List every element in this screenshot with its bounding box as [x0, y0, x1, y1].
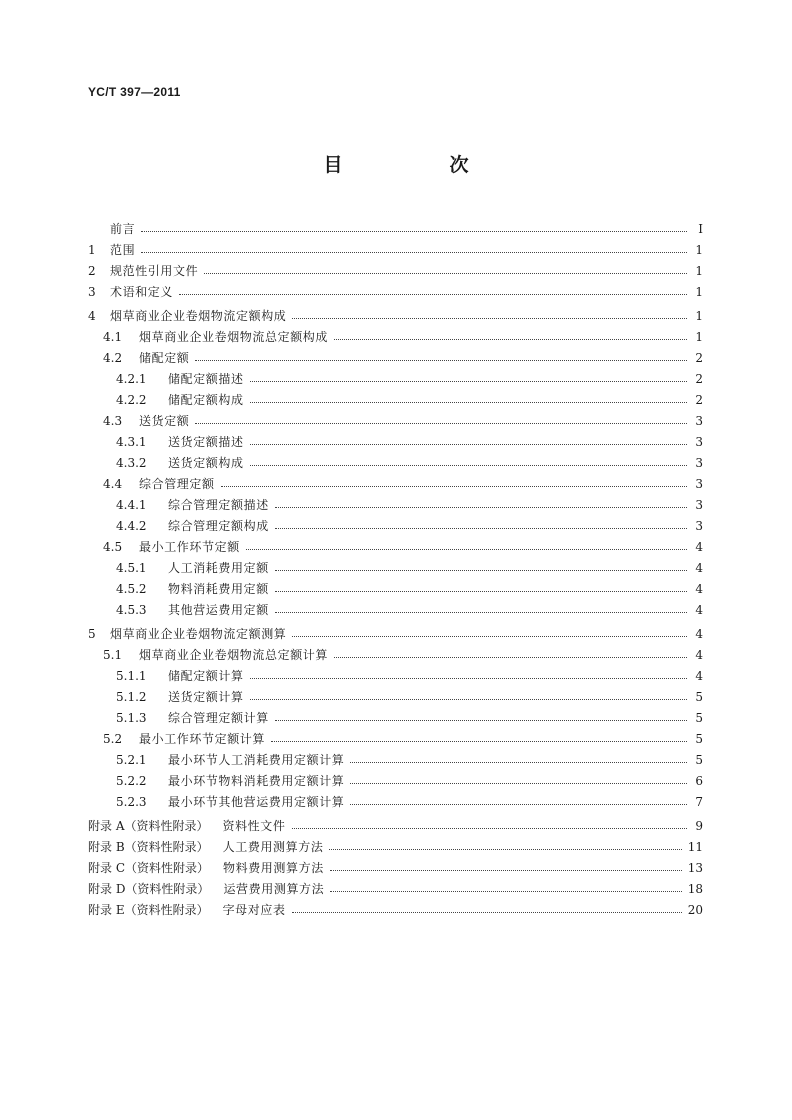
- toc-entry-page: 3: [695, 519, 703, 533]
- toc-entry-number: 4: [88, 309, 96, 323]
- toc-entry-title: 运营费用测算方法: [223, 882, 325, 896]
- toc-leader-dots: [246, 549, 687, 550]
- toc-entry-number: 4.5.2: [116, 582, 147, 596]
- toc-entry[interactable]: [88, 812, 703, 833]
- toc-entry[interactable]: [88, 746, 703, 767]
- toc-entry[interactable]: [88, 302, 703, 323]
- toc-entry[interactable]: [88, 767, 703, 788]
- table-of-contents: [88, 215, 703, 917]
- toc-leader-dots: [334, 657, 687, 658]
- toc-leader-dots: [292, 636, 687, 637]
- toc-leader-dots: [275, 720, 687, 721]
- toc-entry-title: 其他营运费用定额: [168, 603, 269, 617]
- toc-entry-page: 18: [687, 882, 703, 896]
- toc-entry-title: 物料费用测算方法: [223, 861, 324, 875]
- toc-entry[interactable]: [88, 386, 703, 407]
- toc-leader-dots: [330, 891, 681, 892]
- toc-entry-number: 5.2.3: [116, 795, 147, 809]
- toc-entry-number: 4.1: [103, 330, 123, 344]
- toc-entry-title: 最小环节物料消耗费用定额计算: [168, 774, 345, 788]
- toc-entry-number: 5.1.2: [116, 690, 147, 704]
- toc-entry-number: 2: [88, 264, 96, 278]
- toc-entry-title: 物料消耗费用定额: [168, 582, 269, 596]
- toc-entry[interactable]: [88, 236, 703, 257]
- toc-entry-number: 4.5.3: [116, 603, 147, 617]
- toc-entry-page: 4: [695, 669, 703, 683]
- toc-leader-dots: [250, 465, 687, 466]
- toc-entry-number: 4.4.2: [116, 519, 147, 533]
- toc-entry-number: 附录 A（资料性附录）: [88, 819, 209, 833]
- toc-entry-page: 20: [687, 903, 703, 917]
- toc-entry-number: 5.2.2: [116, 774, 147, 788]
- toc-leader-dots: [334, 339, 687, 340]
- toc-leader-dots: [292, 912, 682, 913]
- toc-entry-page: 2: [695, 372, 703, 386]
- toc-entry[interactable]: [88, 344, 703, 365]
- toc-entry-title: 字母对应表: [222, 903, 286, 917]
- toc-entry-title: 最小环节人工消耗费用定额计算: [168, 753, 345, 767]
- toc-entry-page: I: [698, 222, 703, 236]
- toc-entry-page: 2: [695, 393, 703, 407]
- toc-entry[interactable]: [88, 641, 703, 662]
- toc-entry-number: 5.2: [103, 732, 123, 746]
- toc-leader-dots: [271, 741, 687, 742]
- toc-entry-title: 综合管理定额描述: [168, 498, 269, 512]
- toc-entry-number: 5.1: [103, 648, 123, 662]
- toc-entry[interactable]: [88, 533, 703, 554]
- toc-entry[interactable]: [88, 704, 703, 725]
- toc-entry-title: 术语和定义: [110, 285, 174, 299]
- toc-entry[interactable]: [88, 428, 703, 449]
- toc-entry-number: 4.2.1: [116, 372, 147, 386]
- toc-entry[interactable]: [88, 470, 703, 491]
- toc-entry[interactable]: [88, 620, 703, 641]
- toc-entry-page: 3: [695, 498, 703, 512]
- toc-entry-title: 送货定额计算: [168, 690, 244, 704]
- toc-entry-page: 13: [687, 861, 703, 875]
- toc-entry-title: 综合管理定额: [139, 477, 215, 491]
- toc-entry-title: 范围: [110, 243, 136, 257]
- toc-entry-number: 4.3.2: [116, 456, 147, 470]
- toc-entry-title: 最小工作环节定额计算: [139, 732, 266, 746]
- toc-entry[interactable]: [88, 725, 703, 746]
- toc-entry[interactable]: [88, 257, 703, 278]
- toc-leader-dots: [179, 294, 687, 295]
- toc-entry-title: 烟草商业企业卷烟物流总定额构成: [139, 330, 329, 344]
- toc-entry-page: 3: [695, 477, 703, 491]
- toc-leader-dots: [275, 507, 687, 508]
- toc-leader-dots: [275, 570, 687, 571]
- toc-leader-dots: [292, 318, 687, 319]
- toc-entry-title: 资料性文件: [222, 819, 286, 833]
- toc-entry-page: 11: [687, 840, 703, 854]
- toc-leader-dots: [141, 231, 687, 232]
- toc-entry-number: 5.1.3: [116, 711, 147, 725]
- toc-entry[interactable]: [88, 683, 703, 704]
- toc-entry-page: 3: [695, 456, 703, 470]
- toc-entry[interactable]: [88, 491, 703, 512]
- toc-leader-dots: [195, 360, 687, 361]
- toc-entry[interactable]: [88, 875, 703, 896]
- toc-entry-number: 5.1.1: [116, 669, 147, 683]
- toc-entry-number: 5: [88, 627, 96, 641]
- toc-entry-title: 送货定额描述: [168, 435, 244, 449]
- toc-entry-page: 9: [695, 819, 703, 833]
- toc-entry-number: 附录 E（资料性附录）: [88, 903, 209, 917]
- toc-entry-page: 1: [695, 330, 703, 344]
- toc-leader-dots: [141, 252, 687, 253]
- toc-entry-title: 储配定额描述: [168, 372, 244, 386]
- toc-leader-dots: [250, 699, 687, 700]
- toc-entry-title: 最小工作环节定额: [139, 540, 240, 554]
- toc-entry-title: 烟草商业企业卷烟物流定额测算: [110, 627, 287, 641]
- toc-entry-page: 2: [695, 351, 703, 365]
- toc-entry-title: 储配定额: [139, 351, 190, 365]
- toc-entry-title: 送货定额构成: [168, 456, 244, 470]
- toc-entry[interactable]: [88, 407, 703, 428]
- toc-entry-number: 4.5: [103, 540, 123, 554]
- toc-leader-dots: [250, 678, 687, 679]
- toc-entry-number: 附录 B（资料性附录）: [88, 840, 209, 854]
- toc-leader-dots: [350, 804, 687, 805]
- toc-entry-title: 综合管理定额计算: [168, 711, 269, 725]
- toc-entry-number: 4.2.2: [116, 393, 147, 407]
- toc-entry-title: 前言: [110, 222, 136, 236]
- toc-leader-dots: [350, 762, 687, 763]
- toc-entry-title: 送货定额: [139, 414, 190, 428]
- toc-entry-page: 4: [695, 540, 703, 554]
- toc-entry[interactable]: [88, 896, 703, 917]
- toc-entry[interactable]: [88, 278, 703, 299]
- toc-entry[interactable]: [88, 596, 703, 617]
- toc-entry-page: 4: [695, 648, 703, 662]
- toc-entry[interactable]: [88, 662, 703, 683]
- toc-entry-page: 5: [695, 690, 703, 704]
- toc-entry-number: 4.4: [103, 477, 123, 491]
- toc-leader-dots: [250, 402, 687, 403]
- toc-entry-title: 人工费用测算方法: [222, 840, 324, 854]
- toc-entry-title: 烟草商业企业卷烟物流总定额计算: [139, 648, 329, 662]
- toc-entry-title: 综合管理定额构成: [168, 519, 269, 533]
- toc-entry-number: 4.5.1: [116, 561, 147, 575]
- toc-entry-title: 规范性引用文件: [110, 264, 199, 278]
- toc-entry[interactable]: [88, 854, 703, 875]
- toc-entry-title: 烟草商业企业卷烟物流定额构成: [110, 309, 287, 323]
- toc-entry-page: 5: [695, 732, 703, 746]
- toc-entry-page: 5: [695, 753, 703, 767]
- toc-leader-dots: [329, 849, 681, 850]
- toc-entry-page: 3: [695, 414, 703, 428]
- toc-entry-page: 4: [695, 627, 703, 641]
- toc-entry-page: 1: [695, 264, 703, 278]
- toc-entry[interactable]: [88, 788, 703, 809]
- toc-leader-dots: [292, 828, 688, 829]
- toc-entry-page: 6: [695, 774, 703, 788]
- toc-entry-number: 4.4.1: [116, 498, 147, 512]
- toc-leader-dots: [275, 528, 687, 529]
- toc-entry[interactable]: [88, 512, 703, 533]
- toc-entry-page: 4: [695, 561, 703, 575]
- toc-entry-number: 5.2.1: [116, 753, 147, 767]
- toc-entry[interactable]: [88, 575, 703, 596]
- toc-entry-page: 3: [695, 435, 703, 449]
- toc-entry-title: 储配定额计算: [168, 669, 244, 683]
- toc-entry-page: 4: [695, 582, 703, 596]
- toc-entry-number: 附录 C（资料性附录）: [88, 861, 209, 875]
- toc-entry-title: 人工消耗费用定额: [168, 561, 269, 575]
- toc-entry-page: 7: [695, 795, 703, 809]
- toc-entry-number: 1: [88, 243, 96, 257]
- toc-leader-dots: [250, 444, 687, 445]
- toc-leader-dots: [275, 591, 687, 592]
- toc-leader-dots: [195, 423, 687, 424]
- toc-leader-dots: [221, 486, 687, 487]
- toc-entry-number: 3: [88, 285, 96, 299]
- toc-leader-dots: [350, 783, 687, 784]
- page-title: 目 次: [323, 154, 513, 176]
- toc-entry[interactable]: [88, 365, 703, 386]
- toc-entry-number: 4.3: [103, 414, 123, 428]
- toc-entry-number: 4.2: [103, 351, 123, 365]
- toc-entry[interactable]: [88, 449, 703, 470]
- toc-entry-number: 附录 D（资料性附录）: [88, 882, 210, 896]
- toc-entry-page: 5: [695, 711, 703, 725]
- standard-code: YC/T 397—2011: [88, 85, 181, 99]
- toc-entry[interactable]: [88, 833, 703, 854]
- toc-entry[interactable]: [88, 554, 703, 575]
- toc-leader-dots: [275, 612, 687, 613]
- toc-leader-dots: [250, 381, 687, 382]
- toc-entry-page: 1: [695, 285, 703, 299]
- toc-entry-title: 最小环节其他营运费用定额计算: [168, 795, 345, 809]
- toc-entry[interactable]: [88, 215, 703, 236]
- toc-entry-page: 1: [695, 243, 703, 257]
- toc-entry-page: 4: [695, 603, 703, 617]
- toc-leader-dots: [330, 870, 682, 871]
- toc-entry-number: 4.3.1: [116, 435, 147, 449]
- toc-leader-dots: [204, 273, 687, 274]
- toc-entry-title: 储配定额构成: [168, 393, 244, 407]
- toc-entry[interactable]: [88, 323, 703, 344]
- toc-entry-page: 1: [695, 309, 703, 323]
